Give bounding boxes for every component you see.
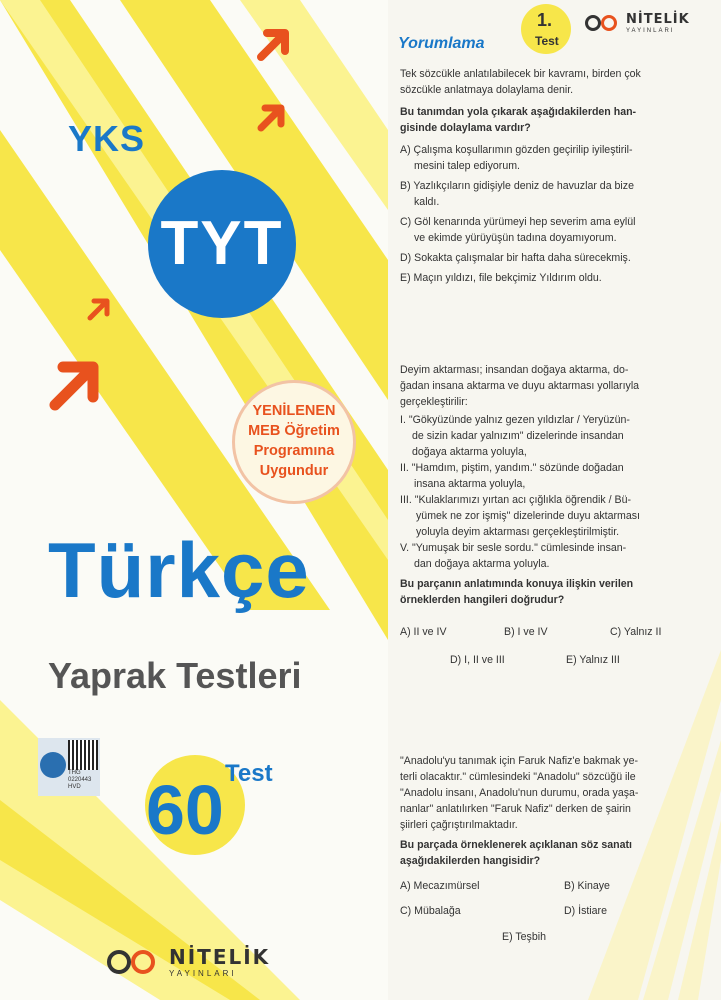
question-text: sözcükle anlatmaya dolaylama denir.	[400, 84, 574, 96]
question-prompt: örneklerden hangileri doğrudur?	[400, 594, 565, 606]
test-page	[388, 0, 721, 1000]
publisher-sub: YAYINLARI	[626, 28, 675, 34]
option-d[interactable]: D) I, II ve III	[450, 654, 505, 666]
question-text: Deyim aktarması; insandan doğaya aktarma, do-	[400, 364, 629, 376]
publisher-sub: YAYINLARI	[169, 969, 237, 978]
subtitle: Yaprak Testleri	[48, 655, 302, 696]
hologram-sticker	[38, 738, 100, 796]
question-text: nanlar" anlatılırken "Faruk Nafiz" derken de şairin	[400, 803, 631, 815]
barcode-text: THG	[68, 770, 81, 776]
statement-ii: II. "Hamdım, piştim, yandım." sözünde doğadan insana aktarma yoluyla,	[400, 462, 624, 490]
page-publisher-logo	[584, 12, 690, 39]
test-number-badge	[521, 4, 571, 54]
test-number: 1.	[537, 10, 553, 30]
option-b[interactable]: B) I ve IV	[504, 626, 548, 638]
question-prompt: gisinde dolaylama vardır?	[400, 122, 531, 134]
publisher-logo	[105, 945, 271, 984]
statement-iii: III. "Kulaklarımızı yırtan acı çığlıkla öğrendik / Bü- yümek ne zor işmiş" dizelerinde duyu aktarması yoluyla deyim aktarması gerçekleştirilmiştir.	[400, 494, 640, 538]
publisher-name: NİTELİK	[626, 12, 690, 27]
question-text: Tek sözcükle anlatılabilecek bir kavramı, birden çok	[400, 68, 641, 80]
question-prompt: aşağıdakilerden hangisidir?	[400, 855, 541, 867]
question-text: "Anadolu'yu tanımak için Faruk Nafiz'e bakmak ye-	[400, 755, 639, 767]
option-c[interactable]: C) Yalnız II	[610, 626, 662, 638]
barcode-text: 0220443	[68, 777, 92, 783]
question-2	[400, 362, 705, 608]
arrow-up-right-icon	[255, 25, 295, 65]
question-prompt: Bu tanımdan yola çıkarak aşağıdakilerden han-	[400, 106, 637, 118]
section-title: Yorumlama	[398, 35, 485, 52]
badge-line: MEB Öğretim	[248, 423, 340, 439]
option-d[interactable]: D) İstiare	[564, 905, 607, 917]
question-text: şiirleri çağrıştırılmaktadır.	[400, 819, 518, 831]
option-c[interactable]: C) Göl kenarında yürümeyi hep severim ama eylül ve ekimde yürüyüşün tadına doyamıyorum.	[400, 216, 636, 244]
badge-line: Uygundur	[259, 463, 329, 479]
qr-code-icon	[68, 740, 98, 770]
question-prompt: Bu parçada örneklenerek açıklanan söz sanatı	[400, 839, 632, 851]
option-e[interactable]: E) Yalnız III	[566, 654, 620, 666]
option-b[interactable]: B) Yazlıkçıların gidişiyle deniz de havuzlar da bize kaldı.	[400, 180, 634, 208]
arrow-up-right-icon	[45, 355, 105, 415]
test-count: 60	[146, 771, 224, 849]
badge-line: YENİLENEN	[252, 403, 336, 419]
hologram-icon	[40, 752, 66, 778]
arrow-up-right-icon	[255, 100, 289, 134]
publisher-name: NİTELİK	[169, 945, 271, 969]
statement-i: I. "Gökyüzünde yalnız gezen yıldızlar / Yeryüzün- de sizin kadar yalnızım" dizelerinde insandan doğaya aktarma yoluyla,	[400, 414, 630, 458]
subject-title: Türkçe	[48, 526, 310, 614]
question-text: "Anadolu insanı, Anadolu'nun durumu, orada yaşa-	[400, 787, 639, 799]
exam-type-circle	[148, 170, 296, 318]
badge-line: Programına	[253, 443, 335, 459]
exam-name: YKS	[68, 118, 146, 159]
option-e[interactable]: E) Teşbih	[502, 931, 546, 943]
publisher-logo-icon	[584, 12, 622, 34]
test-word: Test	[225, 760, 273, 787]
curriculum-badge	[232, 380, 356, 504]
option-e[interactable]: E) Maçın yıldızı, file bekçimiz Yıldırım oldu.	[400, 272, 602, 284]
option-c[interactable]: C) Mübalağa	[400, 905, 461, 917]
question-1	[400, 66, 705, 286]
question-text: terli olacaktır." cümlesindeki "Anadolu" sözcüğü ile	[400, 771, 636, 783]
question-prompt: Bu parçanın anlatımında konuya ilişkin verilen	[400, 578, 634, 590]
test-word-label: Test	[535, 34, 559, 48]
barcode-text: HVD	[68, 784, 81, 790]
exam-type: TYT	[160, 209, 284, 278]
option-d[interactable]: D) Sokakta çalışmalar bir hafta daha sürecekmiş.	[400, 252, 631, 264]
statement-iv: V. "Yumuşak bir sesle sordu." cümlesinde insan- dan doğaya aktarma yoluyla.	[400, 542, 627, 570]
question-3	[400, 753, 705, 869]
option-a[interactable]: A) Çalışma koşullarımın gözden geçirilip iyileştiril- mesini talep ediyorum.	[400, 144, 633, 172]
question-text: gerçekleştirilir:	[400, 396, 468, 408]
arrow-up-right-icon	[85, 295, 113, 323]
option-a[interactable]: A) II ve IV	[400, 626, 447, 638]
question-text: ğadan insana aktarma ve duyu aktarması yollarıyla	[400, 380, 640, 392]
publisher-logo-icon	[105, 945, 165, 979]
option-a[interactable]: A) Mecazımürsel	[400, 880, 480, 892]
option-b[interactable]: B) Kinaye	[564, 880, 610, 892]
